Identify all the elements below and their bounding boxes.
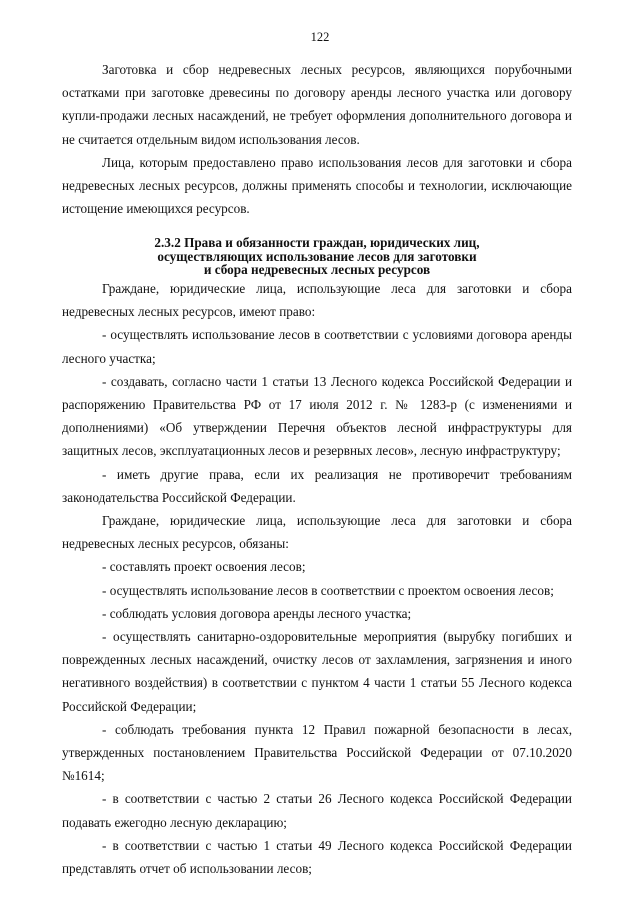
section-heading-line: 2.3.2 Права и обязанности граждан, юридических лиц, (154, 235, 480, 251)
page-number: 122 (310, 30, 330, 44)
duties-item: - осуществлять санитарно-оздоровительные мероприятия (вырубку погибших и поврежденных лесных насаждений, очистку лесов от захламления, загрязнения и иного негативного воздействия) в соответствии с пунктом 4 части 1 статьи 55 Лесного кодекса Российской Федерации; (62, 628, 572, 714)
duties-item: - осуществлять использование лесов в соответствии с проектом освоения лесов; (102, 582, 554, 598)
duties-item: - соблюдать требования пункта 12 Правил пожарной безопасности в лесах, утвержденных постановлением Правительства Российской Федерации от 07.10.2020 №1614; (62, 721, 572, 784)
rights-item: - осуществлять использование лесов в соответствии с условиями договора аренды лесного участка; (62, 327, 572, 366)
duties-item: - составлять проект освоения лесов; (102, 559, 306, 575)
paragraph-resource-depletion: Лица, которым предоставлено право использования лесов для заготовки и сбора недревесных лесных ресурсов, должны применять способы и технологии, исключающие истощение имеющихся ресурсов. (62, 154, 572, 217)
duties-item: - в соответствии с частью 2 статьи 26 Лесного кодекса Российской Федерации подавать ежегодно лесную декларацию; (62, 791, 572, 830)
section-heading-line: и сбора недревесных лесных ресурсов (203, 262, 431, 278)
rights-item: - создавать, согласно части 1 статьи 13 Лесного кодекса Российской Федерации и распоряжению Правительства РФ от 17 июля 2012 г. № 1283-р (с изменениями и дополнениями) «Об утверждении Перечня объектов лесной инфраструктуры для защитных лесов, эксплуатационных лесов и резервных лесов», лесную инфраструктуру; (62, 373, 572, 459)
duties-item: - соблюдать условия договора аренды лесного участка; (102, 605, 412, 621)
paragraph-nontimber-residues: Заготовка и сбор недревесных лесных ресурсов, являющихся порубочными остатками при заготовке древесины по договору аренды лесного участка или договору купли-продажи лесных насаждений, не требует оформления дополнительного договора и не считается отдельным видом использования лесов. (62, 62, 572, 147)
section-heading (62, 236, 572, 277)
document-body (62, 58, 572, 880)
duties-intro: Граждане, юридические лица, использующие леса для заготовки и сбора недревесных лесных ресурсов, обязаны: (62, 512, 572, 552)
rights-intro: Граждане, юридические лица, использующие леса для заготовки и сбора недревесных лесных ресурсов, имеют право: (62, 280, 572, 320)
section-heading-line: осуществляющих использование лесов для заготовки (157, 248, 477, 264)
duties-item: - в соответствии с частью 1 статьи 49 Лесного кодекса Российской Федерации представлять отчет об использовании лесов; (62, 837, 572, 876)
rights-item: - иметь другие права, если их реализация не противоречит требованиям законодательства Российской Федерации. (62, 466, 572, 505)
